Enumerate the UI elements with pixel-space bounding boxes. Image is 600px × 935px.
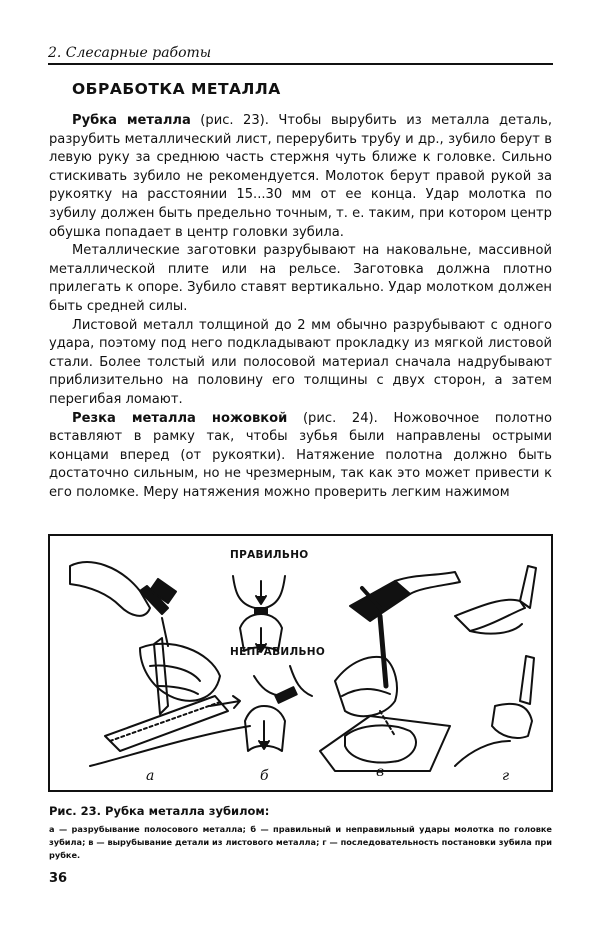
runin-heading-sawing: Резка металла ножовкой [72, 410, 288, 426]
runin-heading-chopping: Рубка металла [72, 113, 191, 128]
header-rule [48, 63, 553, 65]
paragraph-1 [49, 112, 552, 242]
paragraph-1-text: (рис. 23). Чтобы вырубить из металла деталь, разрубить металлический лист, перерубить трубу и др., зубило берут в левую руку за среднюю часть стержня чуть ближе к головке. Сильно стискивать зубило не рекомендуется. Молоток берут правой рукой за рукоятку на расстоянии 15...30 мм от ее конца. Удар молотка по зубилу должен быть предельно точным, т. е. таким, при котором центр обушка попадает в центр головки зубила. [49, 113, 552, 240]
panel-label-d: г [502, 768, 510, 784]
figure-caption: Рис. 23. Рубка металла зубилом: [49, 804, 270, 818]
paragraph-4 [49, 410, 552, 503]
panel-label-c: в [376, 764, 385, 780]
paragraph-4-text: (рис. 24). Ножовочное полотно вставляют в рамку так, чтобы зубья были направлены острыми концами вперед (от рукоятки). Натяжение полотна должно быть достаточно сильным, но не чрезмерным, так как это может привести к его поломке. Меру натяжения можно проверить легким нажимом [49, 410, 552, 500]
figure-legend: а — разрубывание полосового металла; б — правильный и неправильный удары молотка по головке зубила; в — вырубывание детали из листового металла; г — последовательность постановки зубила при рубке. [49, 824, 552, 860]
page-number: 36 [49, 871, 68, 886]
body-text [49, 112, 552, 502]
panel-label-b: б [260, 768, 269, 784]
paragraph-2: Металлические заготовки разрубывают на наковальне, массивной металлической плите или на рельсе. Заготовка должна плотно прилегать к опоре. Зубило ставят вертикально. Удар молотком должен быть средней силы. [49, 243, 552, 314]
section-title: ОБРАБОТКА МЕТАЛЛА [72, 80, 281, 98]
label-incorrect: НЕПРАВИЛЬНО [230, 646, 326, 658]
paragraph-3: Листовой металл толщиной до 2 мм обычно разрубывают с одного удара, поэтому под него подкладывают прокладку из мягкой листовой стали. Более толстый или полосовой материал сначала надрубывают приблизительно на половину его толщины с двух сторон, а затем перегибая ломают. [49, 317, 552, 407]
panel-d-drawing [455, 566, 536, 766]
panel-label-a: а [146, 768, 155, 784]
figure-illustration [50, 536, 551, 790]
panel-a-drawing [70, 562, 250, 766]
panel-b-drawing [210, 576, 312, 751]
running-head: 2. Слесарные работы [48, 45, 212, 61]
label-correct: ПРАВИЛЬНО [230, 549, 309, 561]
panel-c-drawing [320, 572, 460, 771]
figure-23 [48, 534, 553, 792]
